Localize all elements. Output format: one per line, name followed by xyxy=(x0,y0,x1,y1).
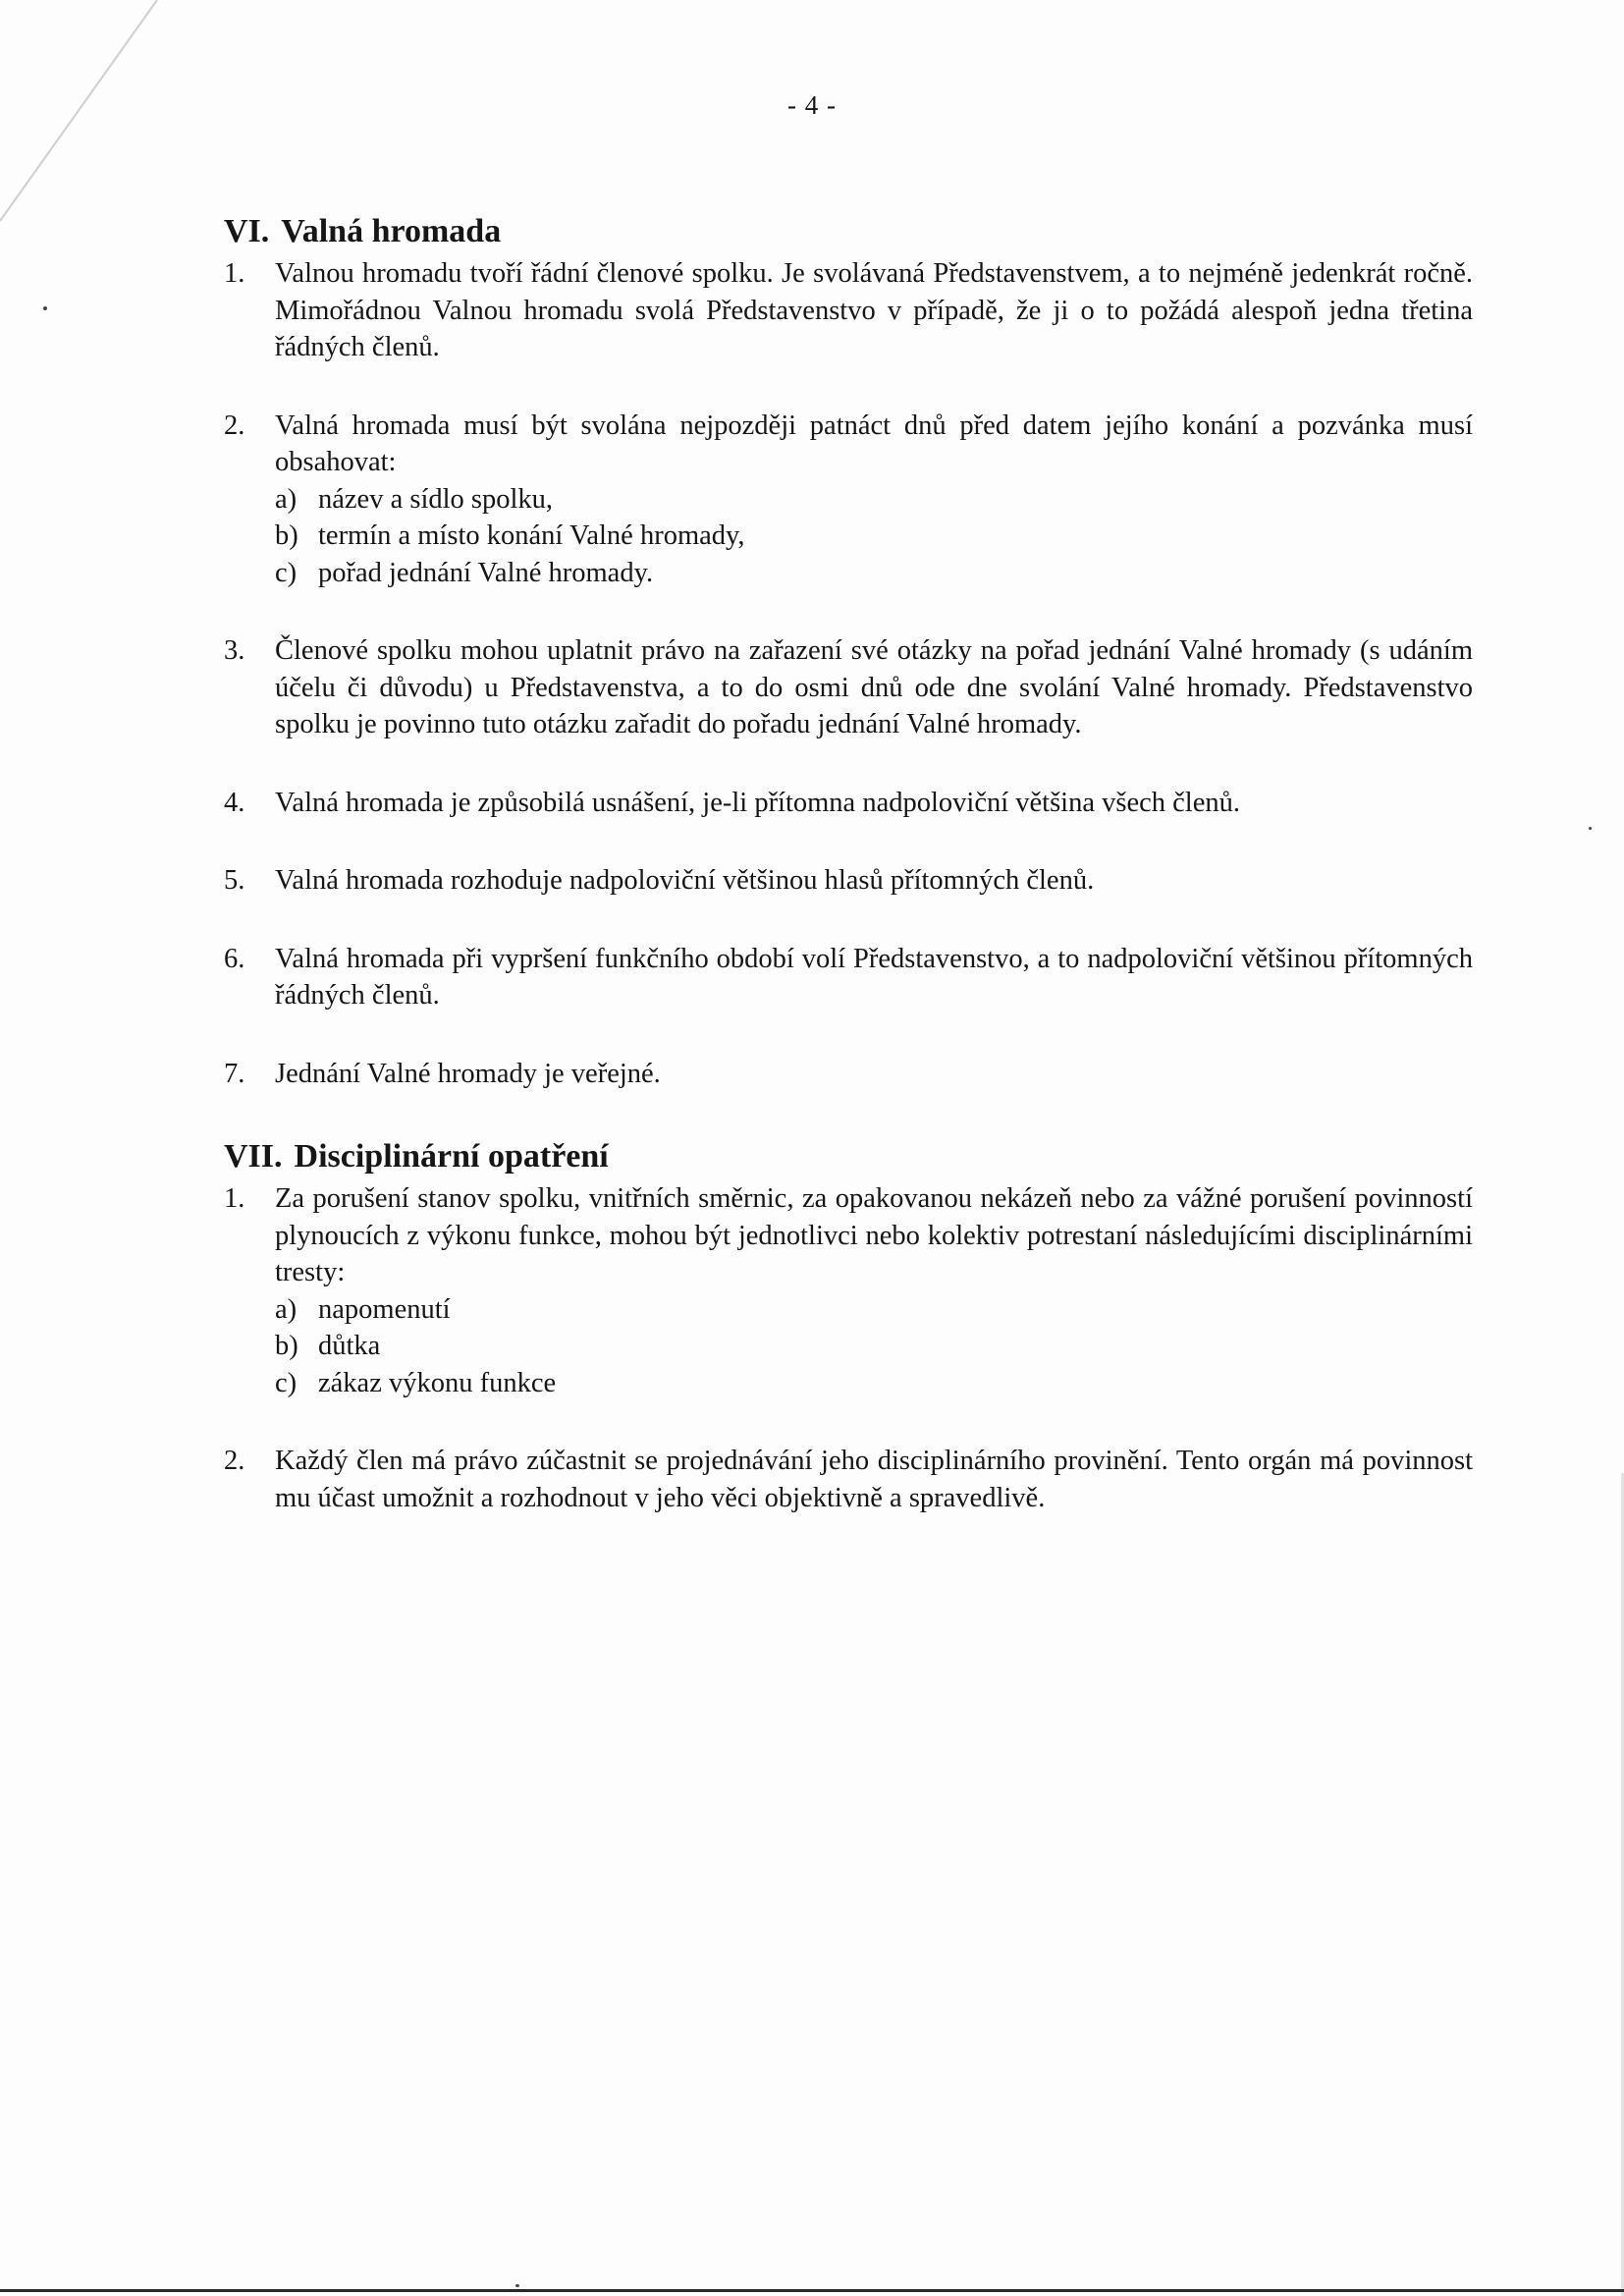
clause-number: 3. xyxy=(224,635,245,666)
clause xyxy=(224,1056,1473,1093)
section-disciplinarni-opatreni xyxy=(224,1133,1473,1516)
sub-item-text: důtka xyxy=(318,1331,381,1361)
sub-item xyxy=(275,518,1473,555)
sub-item-letter: b) xyxy=(275,1331,298,1361)
section-number: VII. xyxy=(224,1138,283,1175)
sub-item xyxy=(275,1365,1473,1402)
clause xyxy=(224,255,1473,366)
sub-item-list xyxy=(275,481,1473,592)
clause-text: Valná hromada musí být svolána nejpozději patnáct dnů před datem jejího konání a pozvánka musí obsahovat: xyxy=(275,410,1473,477)
sub-item xyxy=(275,1328,1473,1365)
sub-item xyxy=(275,1291,1473,1329)
sub-item-text: napomenutí xyxy=(318,1293,451,1325)
page-number: - 4 - xyxy=(787,90,837,120)
clause-text: Za porušení stanov spolku, vnitřních směrnic, za opakovanou nekázeň nebo za vážné porušení povinností plynoucích z výkonu funkce, mohou být jednotlivci nebo kolektiv potrestaní následujícími disciplinárními tresty: xyxy=(275,1183,1473,1287)
sub-item-text: zákaz výkonu funkce xyxy=(318,1367,557,1398)
clause xyxy=(224,941,1473,1014)
clause-text: Každý člen má právo zúčastnit se projednávání jeho disciplinárního provinění. Tento orgán má povinnost mu účast umožnit a rozhodnout v jeho věci objektivně a spravedlivě. xyxy=(275,1446,1473,1513)
clause xyxy=(224,1180,1473,1401)
clause xyxy=(224,785,1473,822)
clause-text: Valná hromada je způsobilá usnášení, je-li přítomna nadpoloviční většina všech členů. xyxy=(275,787,1240,818)
clause xyxy=(224,632,1473,743)
clause-list xyxy=(224,1180,1473,1516)
section-valna-hromada xyxy=(224,208,1473,1092)
sub-item-text: název a sídlo spolku, xyxy=(318,483,554,515)
clause-number: 2. xyxy=(224,1446,245,1476)
section-heading xyxy=(224,208,1473,255)
sub-item-list xyxy=(275,1291,1473,1402)
section-number: VI. xyxy=(224,213,270,249)
clause xyxy=(224,862,1473,900)
clause-number: 7. xyxy=(224,1058,245,1089)
sub-item xyxy=(275,555,1473,592)
clause-number: 5. xyxy=(224,865,245,896)
scan-speck xyxy=(515,2284,519,2287)
sub-item-text: termín a místo konání Valné hromady, xyxy=(318,520,745,551)
clause-text: Členové spolku mohou uplatnit právo na zařazení své otázky na pořad jednání Valné hromady (s udáním účelu či důvodu) u Představenstva, a to do osmi dnů ode dne svolání Valné hromady. Představenstvo spolku je povinno tuto otázku zařadit do pořadu jednání Valné hromady. xyxy=(275,635,1473,739)
sub-item-letter: b) xyxy=(275,520,298,551)
scan-bottom-edge xyxy=(0,2289,1624,2292)
clause-number: 6. xyxy=(224,943,245,974)
scan-speck xyxy=(1589,827,1592,830)
clause-text: Valná hromada rozhoduje nadpoloviční většinou hlasů přítomných členů. xyxy=(275,865,1095,896)
clause-text: Jednání Valné hromady je veřejné. xyxy=(275,1058,661,1089)
clause-text: Valná hromada při vypršení funkčního období volí Představenstvo, a to nadpoloviční většinou přítomných řádných členů. xyxy=(275,943,1473,1011)
section-heading xyxy=(224,1133,1473,1180)
clause-number: 1. xyxy=(224,1183,245,1214)
section-title: Disciplinární opatření xyxy=(294,1138,609,1175)
clause-number: 1. xyxy=(224,258,245,289)
sub-item-letter: c) xyxy=(275,557,298,588)
sub-item-text: pořad jednání Valné hromady. xyxy=(318,557,654,588)
clause-number: 4. xyxy=(224,787,245,818)
document-body xyxy=(224,208,1473,1558)
sub-item-letter: a) xyxy=(275,1293,298,1325)
clause xyxy=(224,408,1473,592)
clause-list xyxy=(224,255,1473,1092)
sub-item-letter: c) xyxy=(275,1367,298,1398)
clause-number: 2. xyxy=(224,410,245,441)
sub-item-letter: a) xyxy=(275,483,298,515)
clause-text: Valnou hromadu tvoří řádní členové spolku. Je svolávaná Představenstvem, a to nejméně jedenkrát ročně. Mimořádnou Valnou hromadu svolá Představenstvo v případě, že ji o to požádá alespoň jedna třetina řádných členů. xyxy=(275,258,1473,362)
section-title: Valná hromada xyxy=(281,213,502,249)
sub-item xyxy=(275,481,1473,519)
clause xyxy=(224,1443,1473,1516)
scan-speck xyxy=(43,306,47,310)
